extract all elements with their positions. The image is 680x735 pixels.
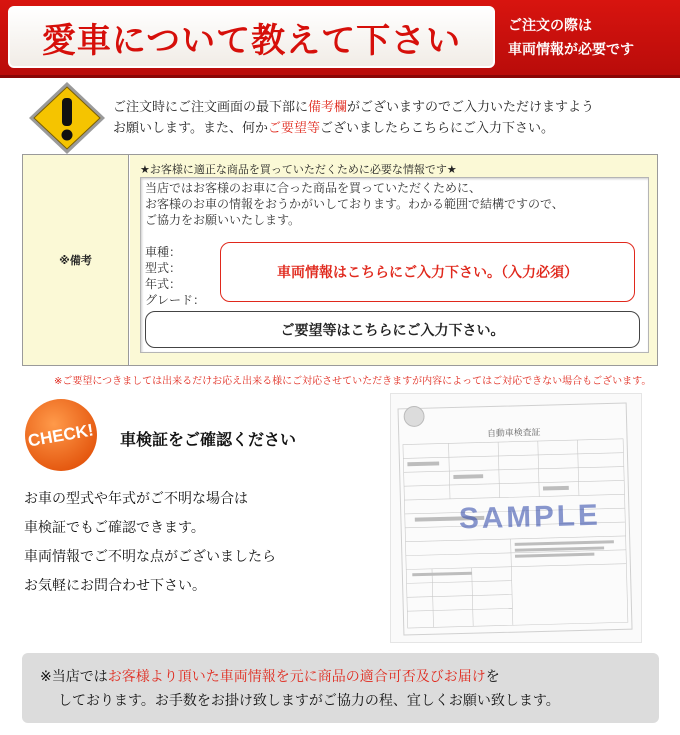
field-grade: グレード：: [145, 293, 206, 307]
warning-text-part: お願いします。また、何か: [113, 121, 268, 136]
check-title: 車検証をご確認ください: [120, 430, 297, 449]
field-year: 年式：: [145, 277, 182, 291]
request-highlight: ご要望等: [267, 121, 320, 136]
memo-label: ※備考: [23, 155, 129, 365]
check-text: [24, 485, 384, 601]
memo-cell: [130, 155, 657, 365]
header-note-line1: ご注文の際は: [508, 18, 592, 34]
bottom-note-line1: [40, 666, 500, 686]
warning-text: [113, 97, 673, 139]
check-line: 車検証でもご確認できます。: [24, 520, 205, 536]
warning-icon: [27, 80, 107, 156]
bottom-note-line2: しております。お手数をお掛け致しますがご協力の程、宜しくお願い致します。: [58, 693, 560, 709]
sample-watermark: SAMPLE: [458, 498, 602, 536]
check-badge: [17, 397, 105, 473]
warning-text-part: がございますのでご入力いただけますよう: [347, 100, 595, 115]
header-title-box: [8, 6, 495, 68]
bottom-highlight: お客様より頂いた車両情報を元に商品の適合可否及びお届け: [107, 669, 486, 685]
vehicle-certificate-image: [390, 393, 642, 643]
memo-heading: ★お客様に適正な商品を買っていただくために必要な情報です★: [140, 163, 457, 176]
memo-field-highlight: 備考欄: [308, 100, 348, 115]
page-title: 愛車について教えて下さい: [41, 20, 462, 61]
check-line: お車の型式や年式がご不明な場合は: [24, 491, 248, 507]
memo-form: [22, 154, 658, 366]
header-note-line2: 車両情報が必要です: [508, 42, 634, 58]
field-model-code: 型式：: [145, 261, 182, 275]
check-line: お気軽にお問合わせ下さい。: [24, 578, 206, 594]
bottom-text-part: を: [485, 669, 500, 685]
warning-text-part: ございましたらこちらにご入力下さい。: [319, 121, 554, 136]
field-car-model: 車種：: [145, 245, 182, 259]
memo-line: 当店ではお客様のお車に合った商品を買っていただくために、: [145, 181, 482, 195]
memo-textarea[interactable]: [140, 177, 649, 353]
warning-text-part: ご注文時にご注文画面の最下部に: [113, 100, 309, 115]
header-note: [508, 14, 634, 62]
bottom-note: [22, 653, 659, 723]
vehicle-info-prompt[interactable]: 車両情報はこちらにご入力下さい。（入力必須）: [220, 242, 635, 302]
memo-line: ご協力をお願いいたします。: [145, 213, 301, 227]
certificate-title: 自動車検査証: [486, 427, 541, 440]
request-disclaimer: ※ご要望につきましては出来るだけお応え出来る様にご対応させていただきますが内容によってはご対応できない場合もございます。: [54, 376, 652, 387]
header-banner: [0, 0, 680, 78]
memo-line: お客様のお車の情報をおうかがいしております。わかる範囲で結構ですので、: [145, 197, 564, 211]
bottom-text-part: ※当店では: [40, 669, 108, 685]
request-prompt[interactable]: ご要望等はこちらにご入力下さい。: [145, 311, 640, 348]
check-badge-label: CHECK!: [26, 420, 95, 451]
check-line: 車両情報でご不明な点がございましたら: [24, 549, 276, 565]
